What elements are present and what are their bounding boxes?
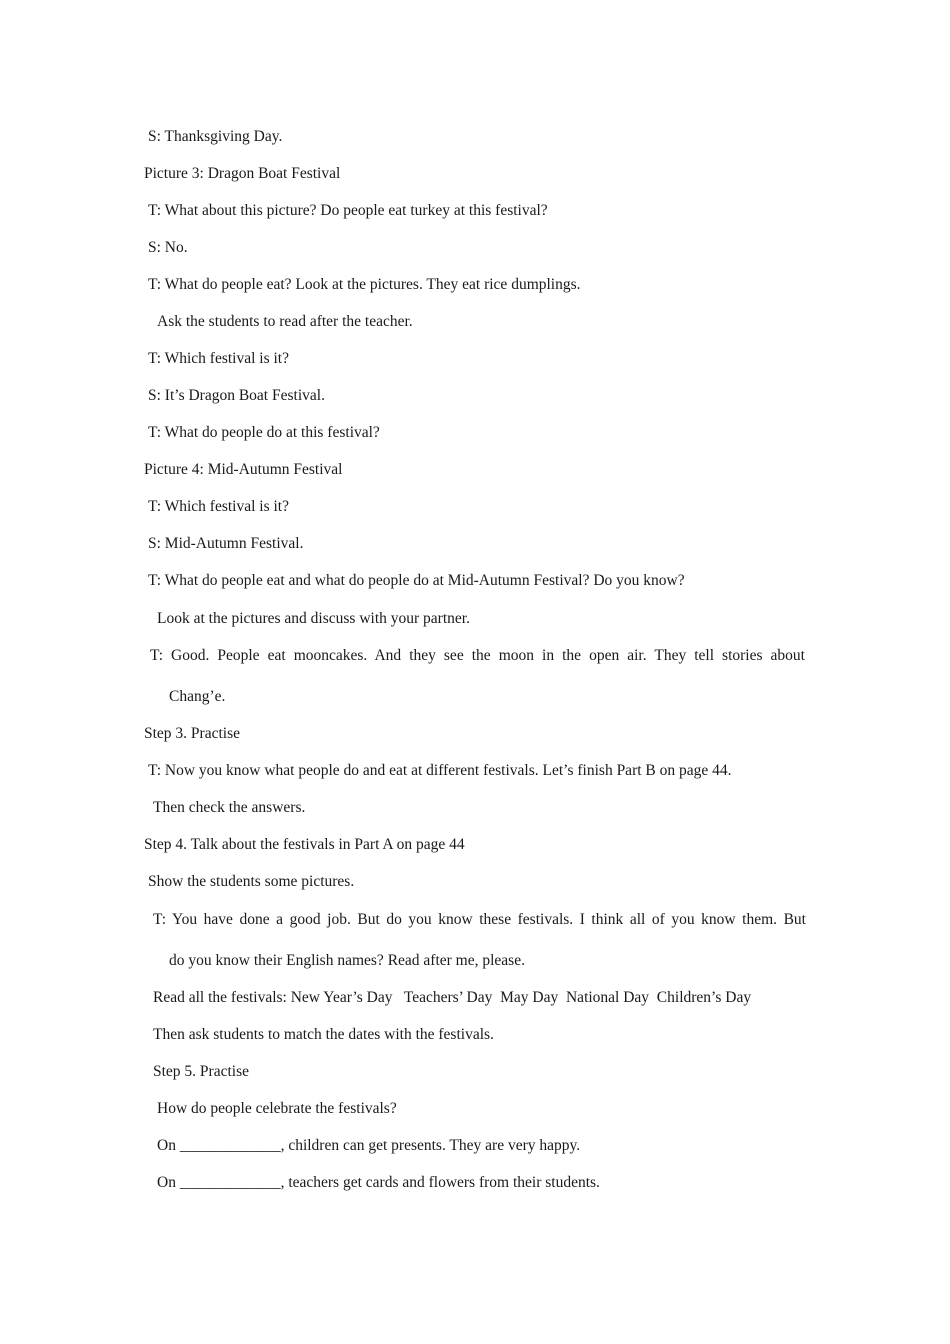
instruction-line: Ask the students to read after the teacher. xyxy=(157,313,413,330)
dialogue-line: T: You have done a good job. But do you know these festivals. I think all of you know them. But xyxy=(153,911,806,928)
dialogue-line: T: Which festival is it? xyxy=(148,350,289,367)
step-heading: Step 5. Practise xyxy=(153,1063,249,1080)
instruction-line: Then check the answers. xyxy=(153,799,306,816)
step-heading: Step 4. Talk about the festivals in Part A on page 44 xyxy=(144,836,465,853)
dialogue-line: T: Which festival is it? xyxy=(148,498,289,515)
instruction-line: Show the students some pictures. xyxy=(148,873,355,890)
fill-in-blank-line: On _____________, children can get presents. They are very happy. xyxy=(157,1137,581,1154)
section-heading: Picture 3: Dragon Boat Festival xyxy=(144,165,341,182)
step-heading: Step 3. Practise xyxy=(144,725,240,742)
dialogue-continuation: do you know their English names? Read after me, please. xyxy=(169,952,525,969)
dialogue-line: S: No. xyxy=(148,239,188,256)
dialogue-line: T: What do people eat? Look at the pictures. They eat rice dumplings. xyxy=(148,276,581,293)
dialogue-line: T: Now you know what people do and eat at different festivals. Let’s finish Part B on page 44. xyxy=(148,762,732,779)
dialogue-line: T: What do people do at this festival? xyxy=(148,424,380,441)
dialogue-continuation: Chang’e. xyxy=(169,688,226,705)
dialogue-line: S: It’s Dragon Boat Festival. xyxy=(148,387,325,404)
dialogue-line: T: What about this picture? Do people eat turkey at this festival? xyxy=(148,202,548,219)
fill-in-blank-line: On _____________, teachers get cards and flowers from their students. xyxy=(157,1174,600,1191)
dialogue-line: S: Thanksgiving Day. xyxy=(148,128,283,145)
dialogue-line: S: Mid-Autumn Festival. xyxy=(148,535,304,552)
question-line: How do people celebrate the festivals? xyxy=(157,1100,397,1117)
festival-list-line: Read all the festivals: New Year’s Day Teachers’ Day May Day National Day Children’s Day xyxy=(153,989,752,1006)
instruction-line: Then ask students to match the dates with the festivals. xyxy=(153,1026,494,1043)
instruction-line: Look at the pictures and discuss with your partner. xyxy=(157,610,470,627)
dialogue-line: T: Good. People eat mooncakes. And they see the moon in the open air. They tell stories about xyxy=(150,647,805,664)
section-heading: Picture 4: Mid-Autumn Festival xyxy=(144,461,343,478)
dialogue-line: T: What do people eat and what do people do at Mid-Autumn Festival? Do you know? xyxy=(148,572,685,589)
